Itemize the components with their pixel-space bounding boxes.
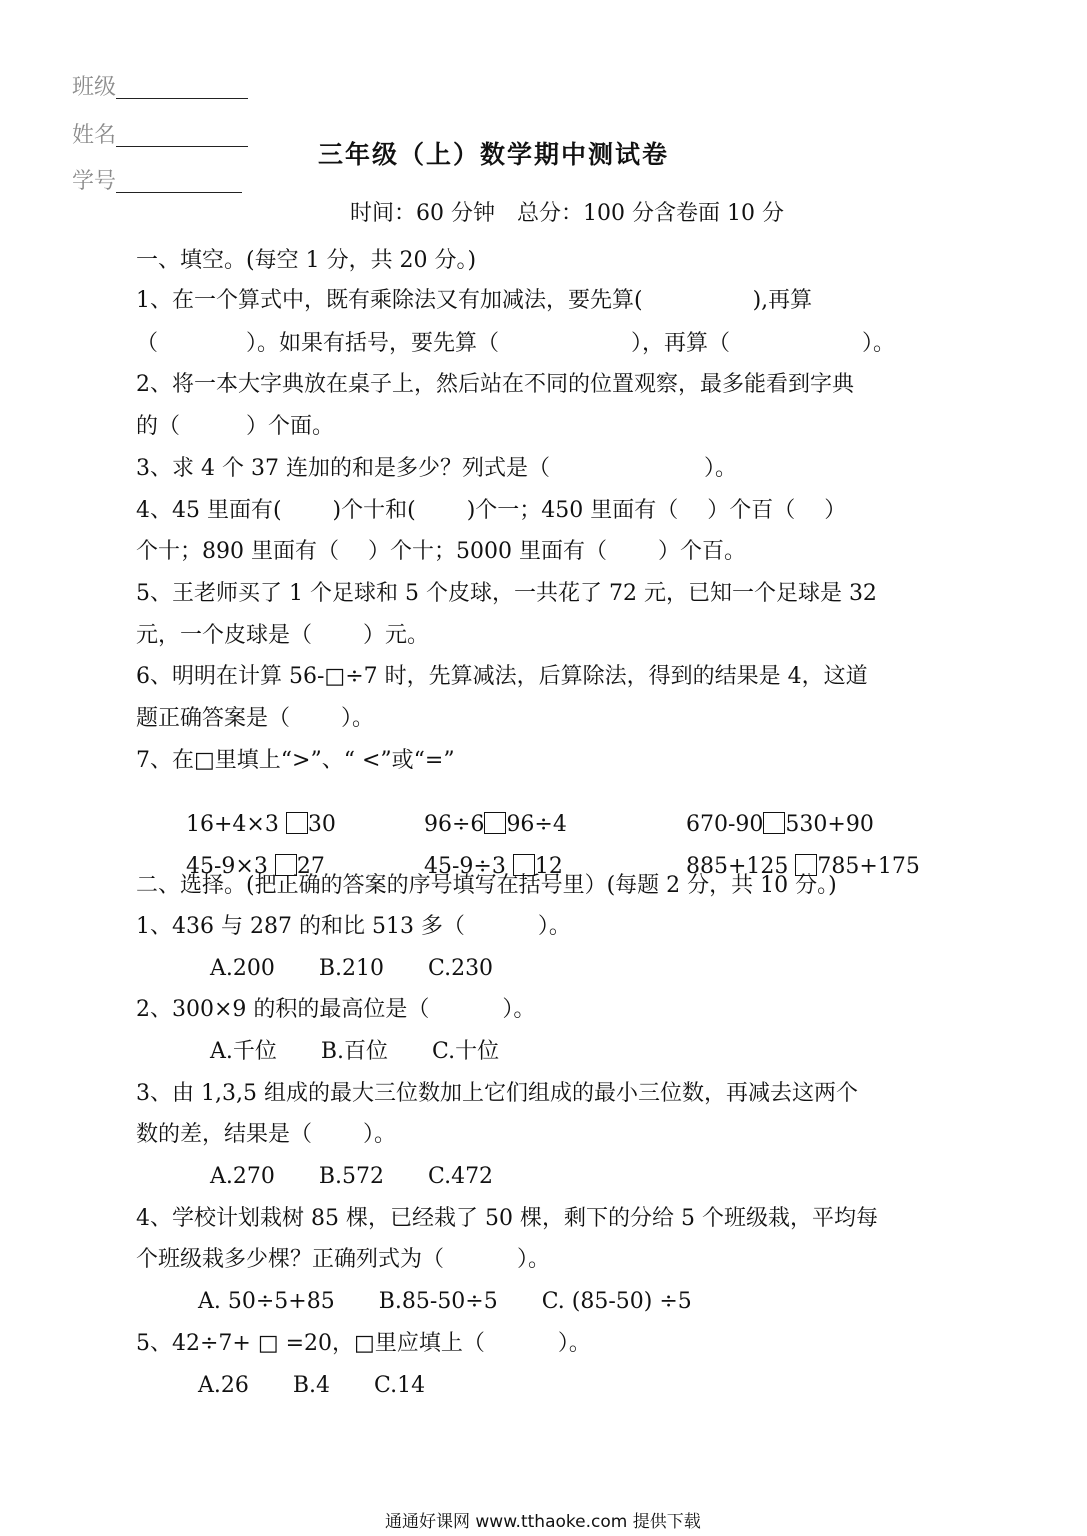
options: A.26 B.4 C.14 <box>198 1373 426 1398</box>
class-field <box>58 54 248 99</box>
s1-line: 的（ ）个面。 <box>136 414 335 439</box>
question: 3、由 1,3,5 组成的最大三位数加上它们组成的最小三位数，再减去这两个 <box>136 1081 858 1106</box>
compare-item: 885+125 785+175 <box>686 854 920 879</box>
s1-line: 4、45 里面有( )个十和( )个一；450 里面有（ ）个百（ ） <box>136 498 847 523</box>
options: A. 50÷5+85 B.85-50÷5 C. (85-50) ÷5 <box>198 1289 692 1314</box>
question: 数的差，结果是（ ）。 <box>136 1122 396 1147</box>
s1-line: （ ）。如果有括号，要先算（ ），再算（ ）。 <box>136 331 896 356</box>
name-blank <box>116 124 248 147</box>
options: A.千位 B.百位 C.十位 <box>210 1039 500 1064</box>
footer-note: 通通好课网 www.tthaoke.com 提供下载 <box>385 1512 701 1532</box>
s1-line: 元，一个皮球是（ ）元。 <box>136 623 429 648</box>
options: A.270 B.572 C.472 <box>210 1164 494 1189</box>
answer-box[interactable] <box>286 812 308 834</box>
number-blank <box>116 170 242 193</box>
question: 2、300×9 的积的最高位是（ ）。 <box>136 997 536 1022</box>
compare-item: 45-9÷3 12 <box>424 854 563 879</box>
name-label: 姓名 <box>72 123 117 148</box>
answer-box[interactable] <box>484 812 506 834</box>
s1-line: 3、求 4 个 37 连加的和是多少？列式是（ ）。 <box>136 456 737 481</box>
question: 5、42÷7+ □ =20，□里应填上（ ）。 <box>136 1331 591 1356</box>
s1-line: 2、将一本大字典放在桌子上，然后站在不同的位置观察，最多能看到字典 <box>136 372 854 397</box>
section2-heading: 二、选择。(把正确的答案的序号填写在括号里）(每题 2 分，共 10 分。) <box>136 873 837 898</box>
compare-item: 670-90 530+90 <box>686 812 874 837</box>
number-field <box>58 148 242 193</box>
compare-item: 96÷6 96÷4 <box>424 812 567 837</box>
s1-line: 5、王老师买了 1 个足球和 5 个皮球，一共花了 72 元，已知一个足球是 32 <box>136 581 877 606</box>
compare-item: 45-9×3 27 <box>186 854 325 879</box>
question: 1、436 与 287 的和比 513 多（ ）。 <box>136 914 571 939</box>
exam-info: 时间：60 分钟 总分：100 分含卷面 10 分 <box>350 201 784 226</box>
number-label: 学号 <box>72 169 117 194</box>
class-blank <box>116 76 248 99</box>
s1-line: 题正确答案是（ ）。 <box>136 706 374 731</box>
s1-line: 个十；890 里面有（ ）个十；5000 里面有（ ）个百。 <box>136 539 746 564</box>
compare-item: 16+4×3 30 <box>186 812 336 837</box>
name-field <box>58 102 248 147</box>
answer-box[interactable] <box>763 812 785 834</box>
s1-line: 7、在□里填上“>”、“ <”或“=” <box>136 748 455 773</box>
section1-heading: 一、填空。(每空 1 分，共 20 分。) <box>136 248 477 273</box>
s1-line: 1、在一个算式中，既有乘除法又有加减法，要先算( ),再算 <box>136 288 813 313</box>
class-label: 班级 <box>72 75 117 100</box>
s1-line: 6、明明在计算 56-□÷7 时，先算减法，后算除法，得到的结果是 4，这道 <box>136 664 868 689</box>
page-title: 三年级（上）数学期中测试卷 <box>318 140 670 169</box>
question: 个班级栽多少棵？正确列式为（ ）。 <box>136 1247 550 1272</box>
question: 4、学校计划栽树 85 棵，已经栽了 50 棵，剩下的分给 5 个班级栽，平均每 <box>136 1206 878 1231</box>
options: A.200 B.210 C.230 <box>210 956 494 981</box>
